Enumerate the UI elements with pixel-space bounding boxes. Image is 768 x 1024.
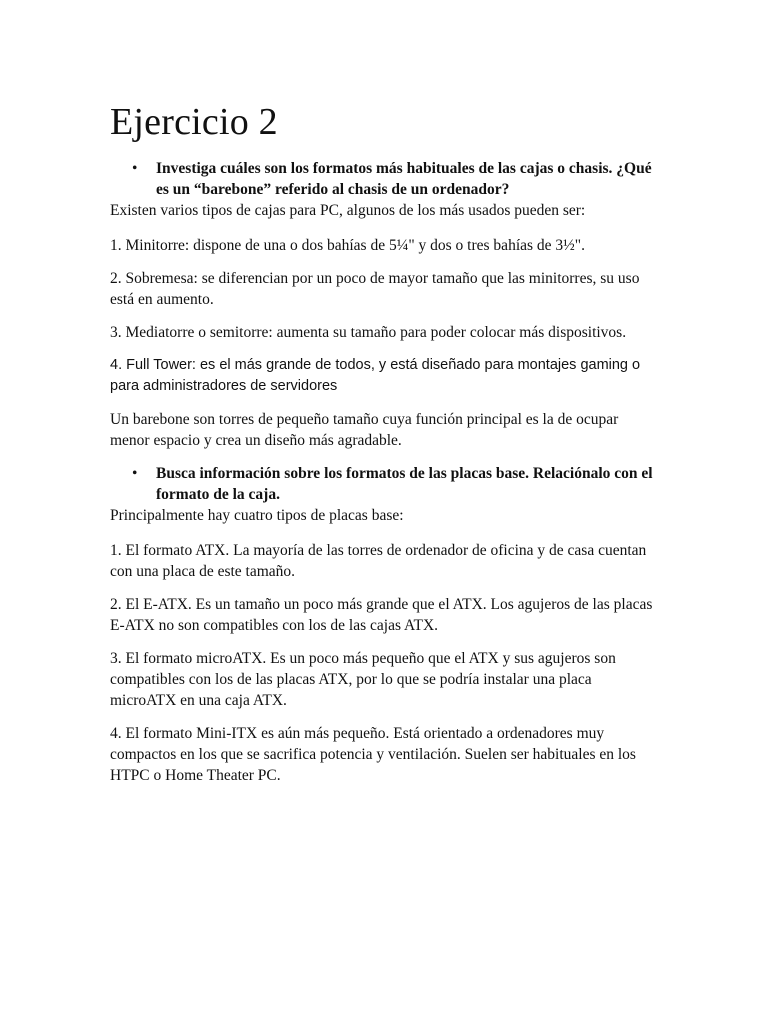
question-1: [110, 158, 660, 200]
page-title: Ejercicio 2: [110, 101, 278, 143]
motherboard-type-item: 2. El E-ATX. Es un tamaño un poco más grande que el ATX. Los agujeros de las placas E-ATX no son compatibles con los de las cajas ATX.: [110, 596, 653, 634]
section-2-intro: Principalmente hay cuatro tipos de placas base:: [110, 507, 404, 524]
motherboard-type-item: 1. El formato ATX. La mayoría de las torres de ordenador de oficina y de casa cuentan con una placa de este tamaño.: [110, 542, 647, 580]
bullet-icon: •: [132, 160, 138, 177]
case-type-item: 1. Minitorre: dispone de una o dos bahías de 5¼" y dos o tres bahías de 3½".: [110, 237, 585, 254]
question-2: [110, 463, 660, 505]
motherboard-type-item: 4. El formato Mini-ITX es aún más pequeño. Está orientado a ordenadores muy compactos en los que se sacrifica potencia y ventilación. Suelen ser habituales en los HTPC o Home Theater PC.: [110, 725, 636, 784]
document-page: [110, 100, 660, 798]
case-type-item: 3. Mediatorre o semitorre: aumenta su tamaño para poder colocar más dispositivos.: [110, 324, 627, 341]
case-type-item: 2. Sobremesa: se diferencian por un poco de mayor tamaño que las minitorres, su uso está en aumento.: [110, 270, 640, 308]
question-2-text: Busca información sobre los formatos de las placas base. Relaciónalo con el formato de la caja.: [156, 465, 653, 503]
question-1-text: Investiga cuáles son los formatos más habituales de las cajas o chasis. ¿Qué es un “barebone” referido al chasis de un ordenador?: [156, 160, 652, 198]
case-type-item: 4. Full Tower: es el más grande de todos, y está diseñado para montajes gaming o para administradores de servidores: [110, 357, 641, 394]
motherboard-type-item: 3. El formato microATX. Es un poco más pequeño que el ATX y sus agujeros son compatibles con los de las placas ATX, por lo que se podría instalar una placa microATX en una caja ATX.: [110, 650, 616, 709]
section-1-intro: Existen varios tipos de cajas para PC, algunos de los más usados pueden ser:: [110, 202, 586, 219]
barebone-paragraph: Un barebone son torres de pequeño tamaño cuya función principal es la de ocupar menor espacio y crea un diseño más agradable.: [110, 411, 619, 449]
bullet-icon: •: [132, 465, 138, 482]
